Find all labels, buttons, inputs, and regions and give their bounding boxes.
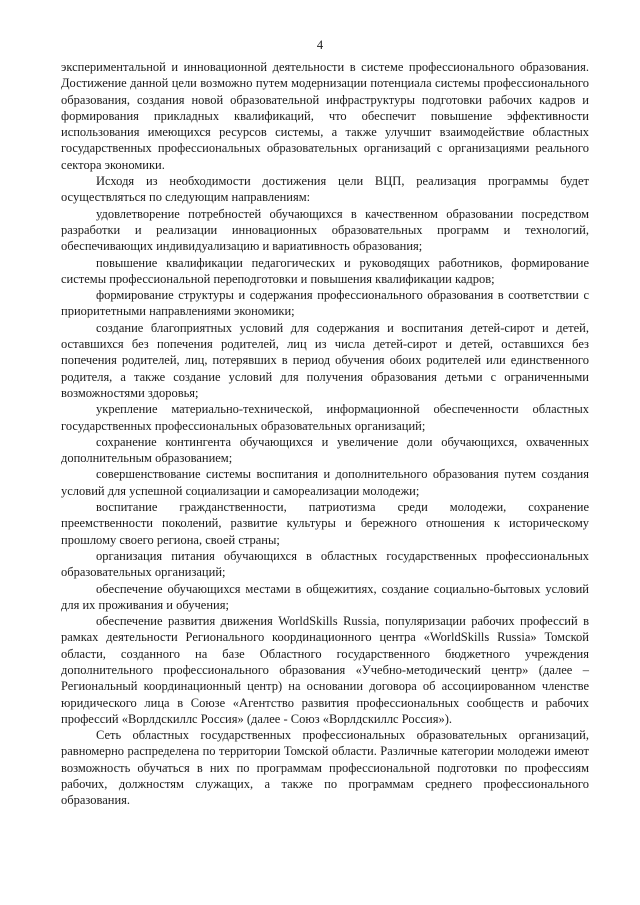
list-item-paragraph: сохранение контингента обучающихся и увеличение доли обучающихся, охваченных дополнительным образованием; bbox=[61, 434, 589, 466]
list-item-paragraph: организация питания обучающихся в областных государственных профессиональных образовательных организаций; bbox=[61, 548, 589, 580]
list-item-paragraph: воспитание гражданственности, патриотизма среди молодежи, сохранение преемственности поколений, развитие культуры и бережного отношения к историческому прошлому своего региона, своей страны; bbox=[61, 500, 589, 547]
paragraph: экспериментальной и инновационной деятельности в системе профессионального образования. Достижение данной цели возможно путем модернизации потенциала системы профессионального образования, создания новой образовательной инфраструктуры подготовки рабочих кадров и формирования прикладных квалификаций, что обеспечит повышение эффективности использования имеющихся ресурсов системы, а также улучшит взаимодействие областных государственных профессиональных образовательных организаций с организациями реального сектора экономики. bbox=[61, 60, 589, 172]
document-body bbox=[61, 59, 589, 809]
list-item-paragraph: повышение квалификации педагогических и руководящих работников, формирование системы профессиональной переподготовки и повышения квалификации кадров; bbox=[61, 255, 589, 286]
list-item-paragraph: обеспечение обучающихся местами в общежитиях, создание социально-бытовых условий для их проживания и обучения; bbox=[61, 581, 589, 612]
list-item-paragraph: удовлетворение потребностей обучающихся в качественном образовании посредством разработки и реализации инновационных образовательных программ и технологий, обеспечивающих индивидуализацию и вариативность образования; bbox=[61, 206, 589, 254]
list-item-paragraph: формирование структуры и содержания профессионального образования в соответствии с приоритетными направлениями экономики; bbox=[61, 288, 589, 319]
paragraph: Сеть областных государственных профессиональных образовательных организаций, равномерно распределена по территории Томской области. Различные категории молодежи имеют возможность обучаться в них по программам профессиональной подготовки по профессиям рабочих, должностям служащих, а также по программам среднего профессионального образования. bbox=[61, 728, 589, 808]
list-item-paragraph: укрепление материально-технической, информационной обеспеченности областных государственных профессиональных образовательных организаций; bbox=[61, 402, 589, 433]
page-number: 4 bbox=[316, 38, 324, 52]
list-item-paragraph: совершенствование системы воспитания и дополнительного образования путем создания условий для успешной социализации и самореализации молодежи; bbox=[61, 467, 589, 498]
list-item-paragraph: обеспечение развития движения WorldSkills Russia, популяризации рабочих профессий в рамках деятельности Регионального координационного центра «WorldSkills Russia» Томской области, созданного на базе Областного государственного бюджетного учреждения дополнительного профессионального образования «Учебно-методический центр» (далее – Региональный координационный центр) на основании договора об ассоциированном членстве юридического лица в Союзе «Агентство развития профессиональных сообществ и рабочих профессий «Ворлдскиллс Россия» (далее - Союз «Ворлдскиллс Россия»). bbox=[61, 614, 589, 726]
paragraph: Исходя из необходимости достижения цели ВЦП, реализация программы будет осуществляться по следующим направлениям: bbox=[61, 174, 589, 205]
list-item-paragraph: создание благоприятных условий для содержания и воспитания детей-сирот и детей, оставшихся без попечения родителей, лиц из числа детей-сирот и детей, оставшихся без попечения родителей, лиц, потерявших в период обучения обоих родителей или единственного родителя, а также создание условий для получения образования детьми с ограниченными возможностями здоровья; bbox=[61, 320, 589, 400]
